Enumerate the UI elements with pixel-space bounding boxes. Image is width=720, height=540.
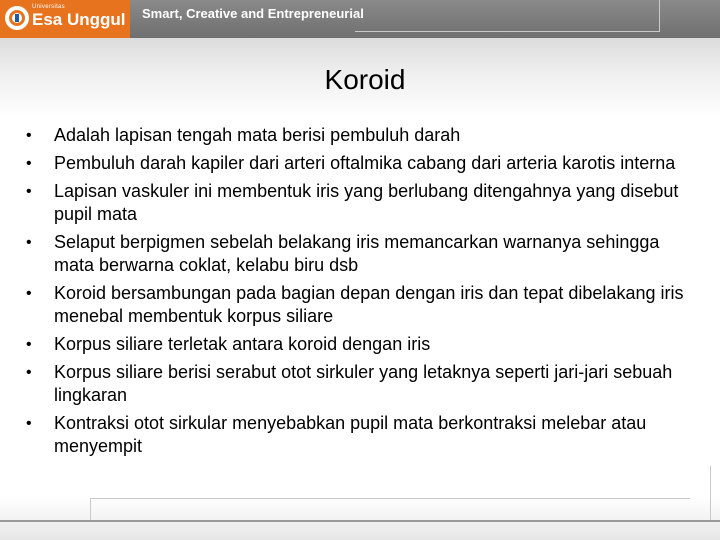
footer-frame xyxy=(90,498,690,520)
footer-vertical-divider xyxy=(710,466,711,520)
bullet-text: Adalah lapisan tengah mata berisi pembuluh darah xyxy=(54,125,461,145)
bullet-dot: • xyxy=(26,155,32,172)
logo-subtext: Universitas xyxy=(32,4,65,10)
header-tagline: Smart, Creative and Entrepreneurial xyxy=(142,6,364,21)
bullet-item xyxy=(24,333,694,356)
bullet-text: Pembuluh darah kapiler dari arteri oftalmika cabang dari arteria karotis interna xyxy=(54,153,676,173)
bullet-item xyxy=(24,412,694,458)
bullet-item xyxy=(24,231,694,277)
bullet-dot: • xyxy=(26,183,32,200)
bullet-item xyxy=(24,152,694,175)
header-bar xyxy=(0,0,720,38)
bullet-item xyxy=(24,124,694,147)
bullet-item xyxy=(24,282,694,328)
bullet-list xyxy=(24,124,704,463)
bullet-dot: • xyxy=(26,285,32,302)
bullet-item xyxy=(24,361,694,407)
bullet-dot: • xyxy=(26,415,32,432)
logo-name: Esa Unggul xyxy=(32,10,126,29)
header-divider xyxy=(355,31,660,32)
logo-emblem-icon xyxy=(5,6,29,30)
bullet-text: Kontraksi otot sirkular menyebabkan pupil mata berkontraksi melebar atau menyempit xyxy=(54,413,647,456)
bullet-text: Lapisan vaskuler ini membentuk iris yang berlubang ditengahnya yang disebut pupil mata xyxy=(54,181,679,224)
bullet-item xyxy=(24,180,694,226)
bullet-text: Korpus siliare berisi serabut otot sirkuler yang letaknya seperti jari-jari sebuah lingkaran xyxy=(54,362,673,405)
footer-rule xyxy=(0,520,720,522)
university-logo xyxy=(0,0,130,38)
bullet-dot: • xyxy=(26,127,32,144)
bullet-dot: • xyxy=(26,364,32,381)
slide-title: Koroid xyxy=(324,64,406,95)
bullet-dot: • xyxy=(26,336,32,353)
bullet-text: Korpus siliare terletak antara koroid dengan iris xyxy=(54,334,431,354)
header-vertical-divider xyxy=(659,0,660,32)
bullet-dot: • xyxy=(26,234,32,251)
bullet-text: Koroid bersambungan pada bagian depan dengan iris dan tepat dibelakang iris menebal membentuk korpus siliare xyxy=(54,283,684,326)
bullet-text: Selaput berpigmen sebelah belakang iris memancarkan warnanya sehingga mata berwarna coklat, kelabu biru dsb xyxy=(54,232,660,275)
